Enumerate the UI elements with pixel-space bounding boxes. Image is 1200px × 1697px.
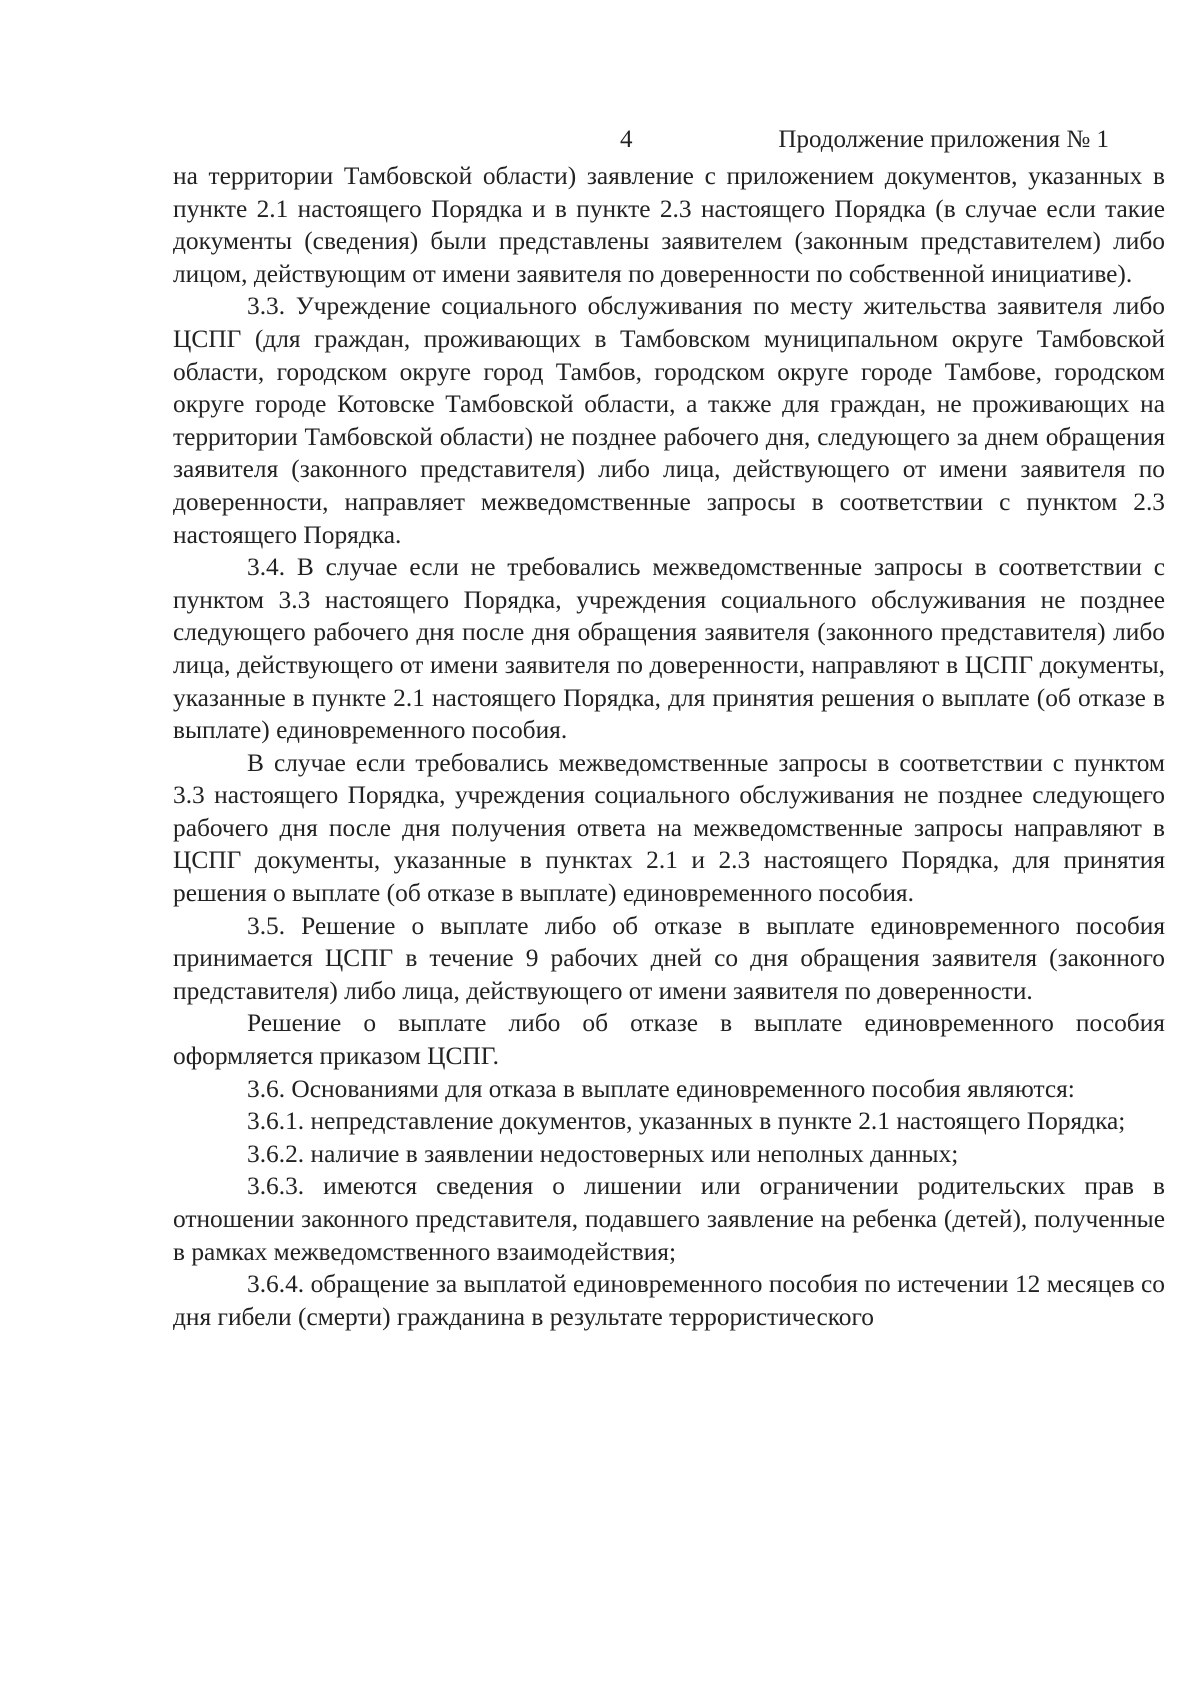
paragraph-continuation: на территории Тамбовской области) заявление с приложением документов, указанных в пункте 2.1 настоящего Порядка и в пункте 2.3 настоящего Порядка (в случае если такие документы (сведения) были представлены заявителем (законным представителем) либо лицом, действующим от имени заявителя по доверенности по собственной инициативе). [173,162,1165,288]
appendix-continuation-note: Продолжение приложения № 1 [778,126,1109,153]
document-body [173,160,1165,1333]
paragraph-3-6: 3.6. Основаниями для отказа в выплате единовременного пособия являются: [247,1074,1075,1103]
paragraph-3-6-2: 3.6.2. наличие в заявлении недостоверных или неполных данных; [247,1139,959,1168]
page-number: 4 [620,126,633,153]
paragraph-3-5-second: Решение о выплате либо об отказе в выплате единовременного пособия оформляется приказом ЦСПГ. [173,1009,1165,1071]
paragraph-3-4-second: В случае если требовались межведомственные запросы в соответствии с пунктом 3.3 настоящего Порядка, учреждения социального обслуживания не позднее следующего рабочего дня после дня получения ответа на межведомственные запросы направляют в ЦСПГ документы, указанные в пунктах 2.1 и 2.3 настоящего Порядка, для принятия решения о выплате (об отказе в выплате) единовременного пособия. [173,748,1165,908]
paragraph-3-6-4: 3.6.4. обращение за выплатой единовременного пособия по истечении 12 месяцев со дня гибели (смерти) гражданина в результате террористического [173,1270,1165,1331]
paragraph-3-6-3: 3.6.3. имеются сведения о лишении или ограничении родительских прав в отношении законного представителя, подавшего заявление на ребенка (детей), полученные в рамках межведомственного взаимодействия; [173,1172,1165,1266]
paragraph-3-4: 3.4. В случае если не требовались межведомственные запросы в соответствии с пунктом 3.3 настоящего Порядка, учреждения социального обслуживания не позднее следующего рабочего дня после дня обращения заявителя (законного представителя) либо лица, действующего от имени заявителя по доверенности, направляют в ЦСПГ документы, указанные в пункте 2.1 настоящего Порядка, для принятия решения о выплате (об отказе в выплате) единовременного пособия. [173,553,1165,745]
paragraph-3-3: 3.3. Учреждение социального обслуживания по месту жительства заявителя либо ЦСПГ (для граждан, проживающих в Тамбовском муниципальном округе Тамбовской области, городском округе город Тамбов, городском округе городе Тамбове, городском округе городе Котовске Тамбовской области, а также для граждан, не проживающих на территории Тамбовской области) не позднее рабочего дня, следующего за днем обращения заявителя (законного представителя) либо лица, действующего от имени заявителя по доверенности, направляет межведомственные запросы в соответствии с пунктом 2.3 настоящего Порядка. [173,292,1165,549]
paragraph-3-5: 3.5. Решение о выплате либо об отказе в выплате единовременного пособия принимается ЦСПГ в течение 9 рабочих дней со дня обращения заявителя (законного представителя) либо лица, действующего от имени заявителя по доверенности. [173,911,1165,1005]
paragraph-3-6-1: 3.6.1. непредставление документов, указанных в пункте 2.1 настоящего Порядка; [247,1107,1126,1136]
